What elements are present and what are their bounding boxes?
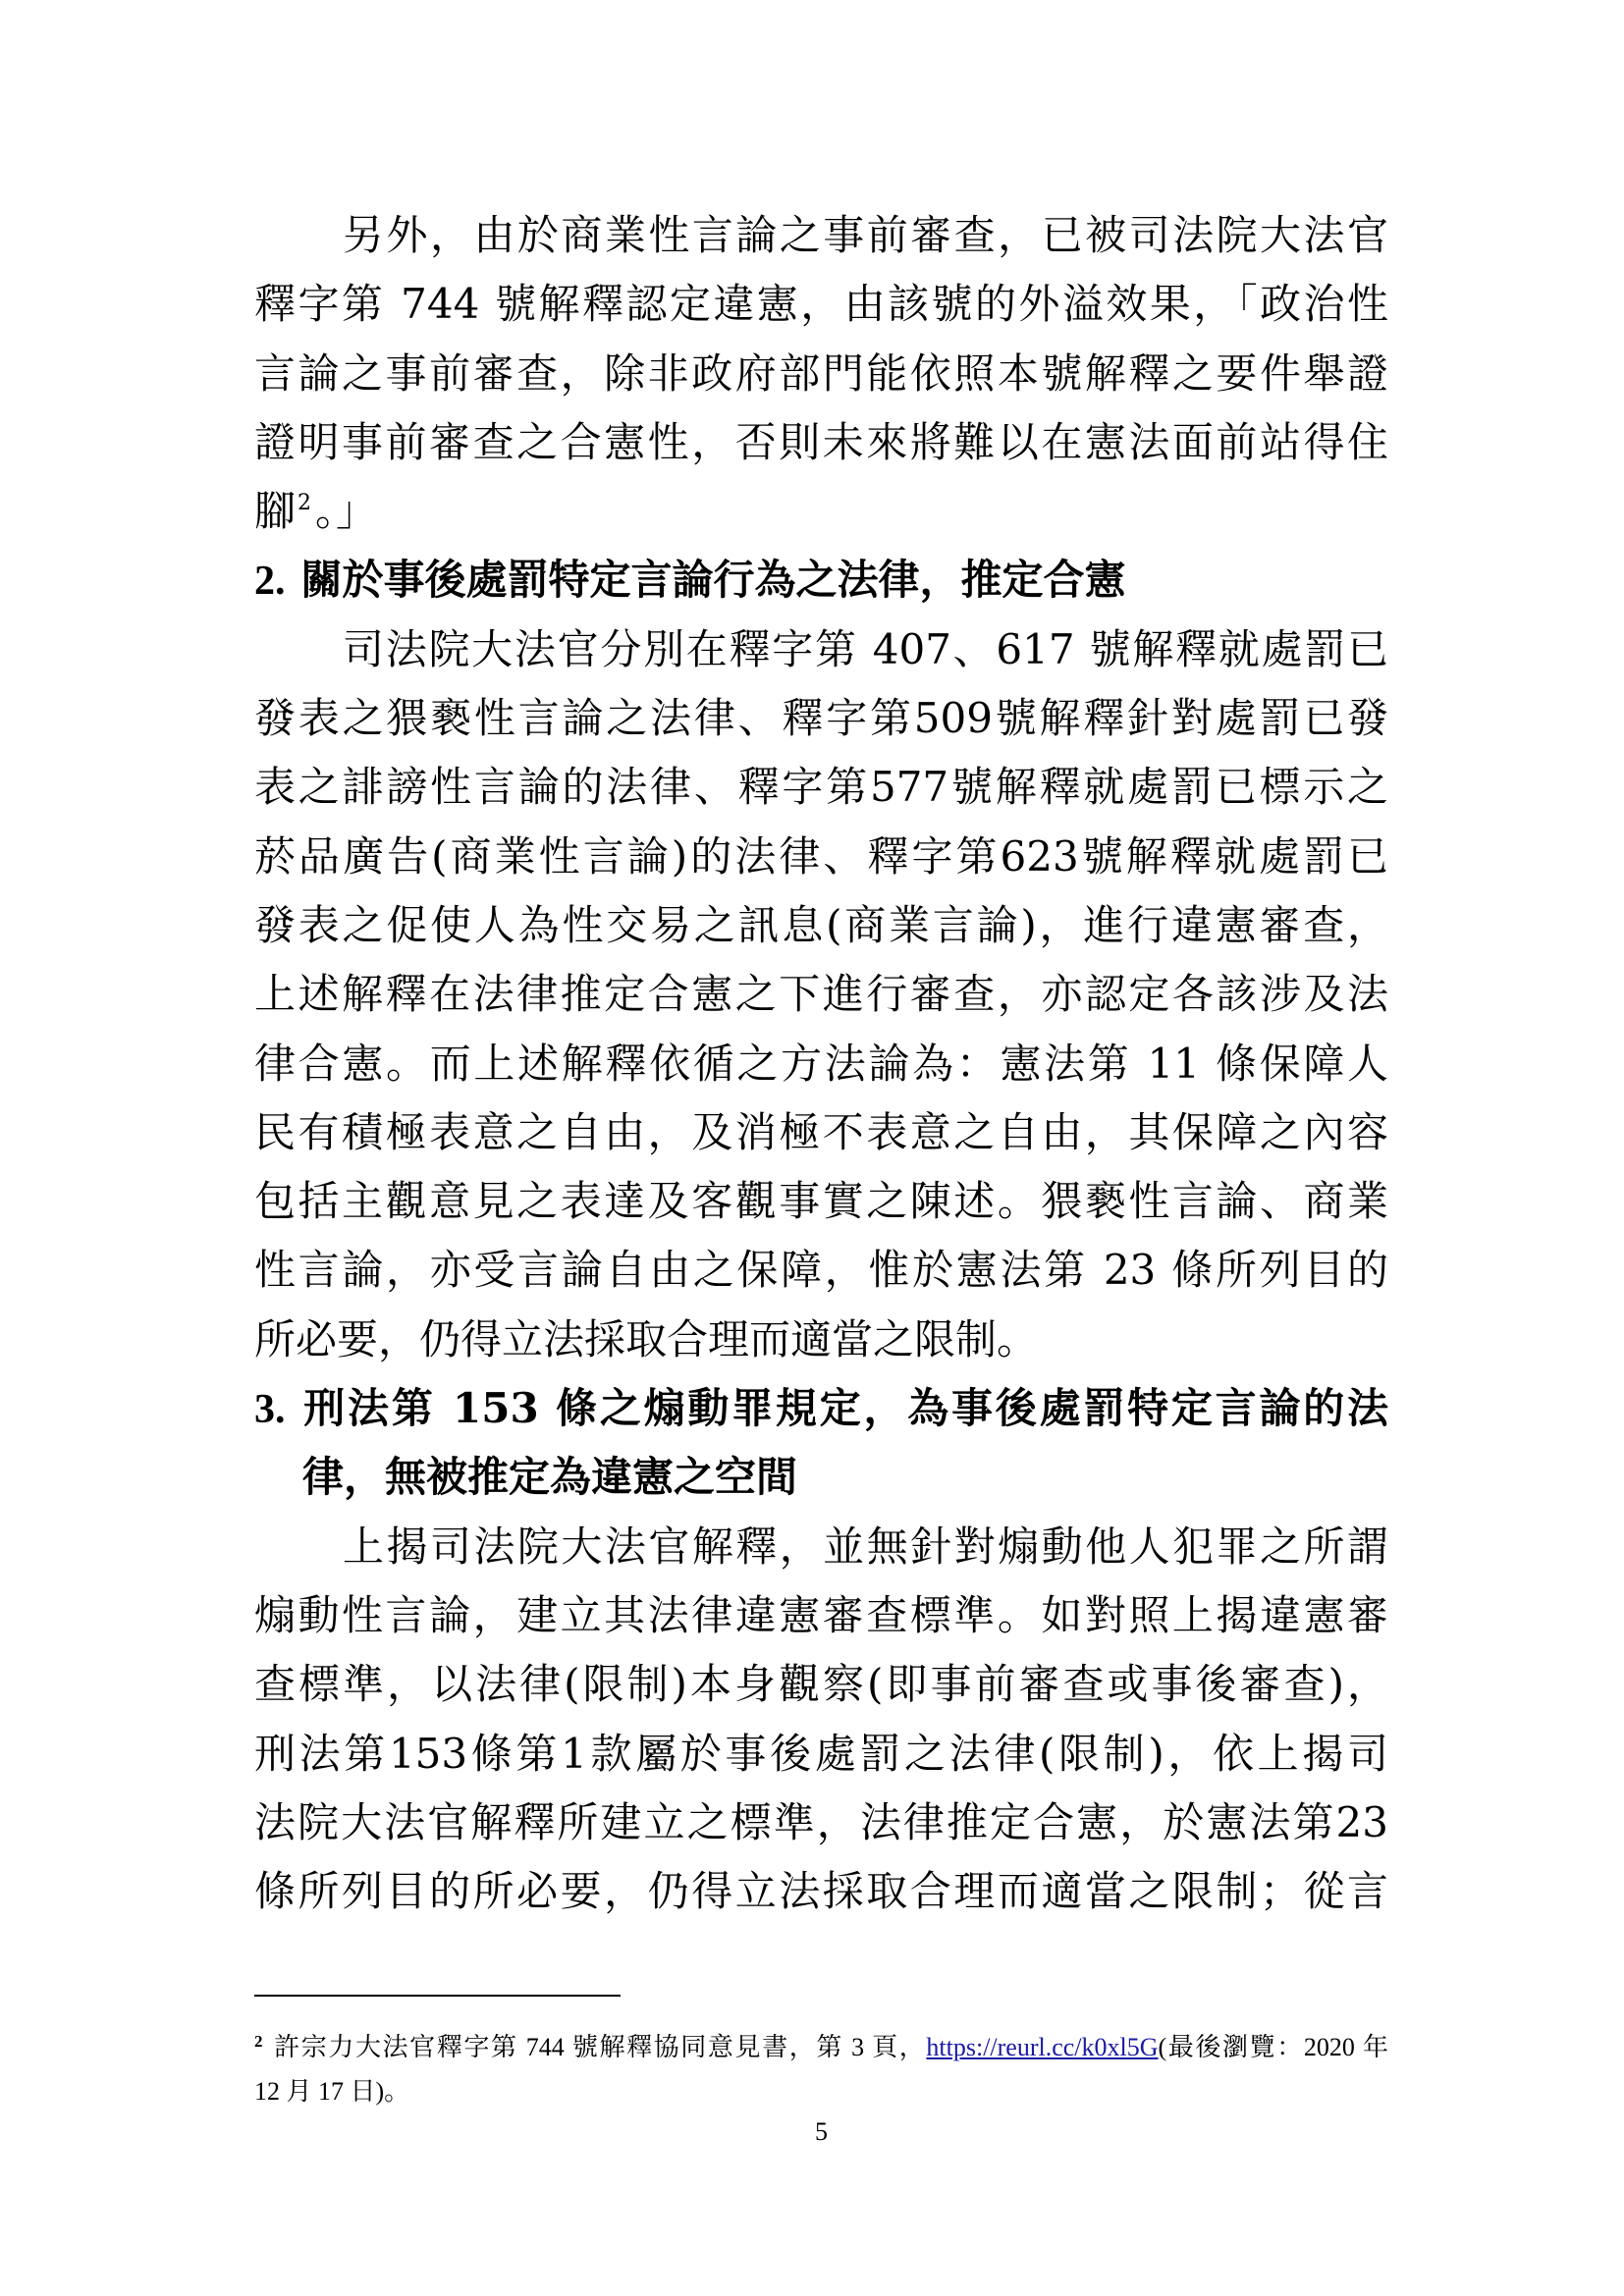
paragraph-line: 煽動性言論，建立其法律違憲審查標準。如對照上揭違憲審	[254, 1590, 1388, 1639]
paragraph-line: 民有積極表意之自由，及消極不表意之自由，其保障之內容	[254, 1107, 1388, 1156]
paragraph-line: 律合憲。而上述解釋依循之方法論為：憲法第 11 條保障人	[254, 1039, 1388, 1088]
paragraph-line: 發表之猥褻性言論之法律、釋字第509號解釋針對處罰已發	[254, 694, 1388, 743]
paragraph-line: 司法院大法官分別在釋字第 407、617 號解釋就處罰已	[343, 624, 1388, 673]
footnote-link[interactable]: https://reurl.cc/k0xl5G	[926, 2033, 1159, 2061]
paragraph-2	[254, 615, 1388, 1374]
paragraph-1	[254, 201, 1388, 546]
paragraph-line: 另外，由於商業性言論之事前審查，已被司法院大法官	[343, 211, 1388, 259]
section-heading-2	[254, 546, 1388, 614]
paragraph-line: 性言論，亦受言論自由之保障，惟於憲法第 23 條所列目的	[254, 1246, 1388, 1295]
paragraph-line-text: 腳	[254, 487, 297, 536]
heading-text: 刑法第 153 條之煽動罪規定，為事後處罰特定言論的法	[300, 1384, 1388, 1433]
body-text	[254, 201, 1388, 1926]
paragraph-3	[254, 1513, 1388, 1927]
paragraph-line: 查標準，以法律(限制)本身觀察(即事前審查或事後審查)，	[254, 1660, 1388, 1709]
heading-line: 律，無被推定為違憲之空間	[302, 1453, 798, 1502]
footnote-text-after-link: (最後瀏覽：2020 年	[1158, 2033, 1388, 2061]
footnote-line	[254, 2025, 1388, 2069]
paragraph-line: 上揭司法院大法官解釋，並無針對煽動他人犯罪之所謂	[343, 1522, 1388, 1571]
paragraph-line: 表之誹謗性言論的法律、釋字第577號解釋就處罰已標示之	[254, 763, 1388, 812]
paragraph-line: 證明事前審查之合憲性，否則未來將難以在憲法面前站得住	[254, 417, 1388, 466]
paragraph-line: 言論之事前審查，除非政府部門能依照本號解釋之要件舉證	[254, 348, 1388, 398]
paragraph-line: 發表之促使人為性交易之訊息(商業言論)，進行違憲審查，	[254, 900, 1388, 949]
paragraph-line: 上述解釋在法律推定合憲之下進行審查，亦認定各該涉及法	[254, 970, 1388, 1019]
footnote-marker: 2	[254, 2032, 263, 2051]
heading-line	[254, 1374, 1388, 1443]
footnote-line: 12 月 17 日)。	[254, 2077, 410, 2106]
paragraph-line: 釋字第 744 號解釋認定違憲，由該號的外溢效果，「政治性	[254, 280, 1388, 329]
section-heading-3	[254, 1374, 1388, 1513]
paragraph-line: 條所列目的所必要，仍得立法採取合理而適當之限制；從言	[254, 1867, 1388, 1916]
paragraph-last-line	[254, 477, 1388, 546]
heading-text: 關於事後處罰特定言論行為之法律，推定合憲	[300, 556, 1126, 605]
paragraph-line: 刑法第153條第1款屬於事後處罰之法律(限制)，依上揭司	[254, 1729, 1388, 1778]
footnote-text: 許宗力大法官釋字第 744 號解釋協同意見書，第 3 頁，	[272, 2033, 927, 2061]
paragraph-line: 法院大法官解釋所建立之標準，法律推定合憲，於憲法第23	[254, 1797, 1388, 1846]
paragraph-line: 所必要，仍得立法採取合理而適當之限制。	[254, 1314, 1039, 1363]
heading-number: 3.	[254, 1387, 286, 1433]
footnote-reference[interactable]: 2	[298, 491, 312, 516]
footnote-separator	[254, 1995, 621, 1997]
paragraph-line-end: 。」	[315, 487, 378, 536]
page-number: 5	[815, 2117, 828, 2146]
paragraph-line: 菸品廣告(商業性言論)的法律、釋字第623號解釋就處罰已	[254, 831, 1388, 881]
footnote	[254, 2025, 1388, 2113]
heading-number: 2.	[254, 559, 286, 605]
paragraph-line: 包括主觀意見之表達及客觀事實之陳述。猥褻性言論、商業	[254, 1177, 1388, 1226]
